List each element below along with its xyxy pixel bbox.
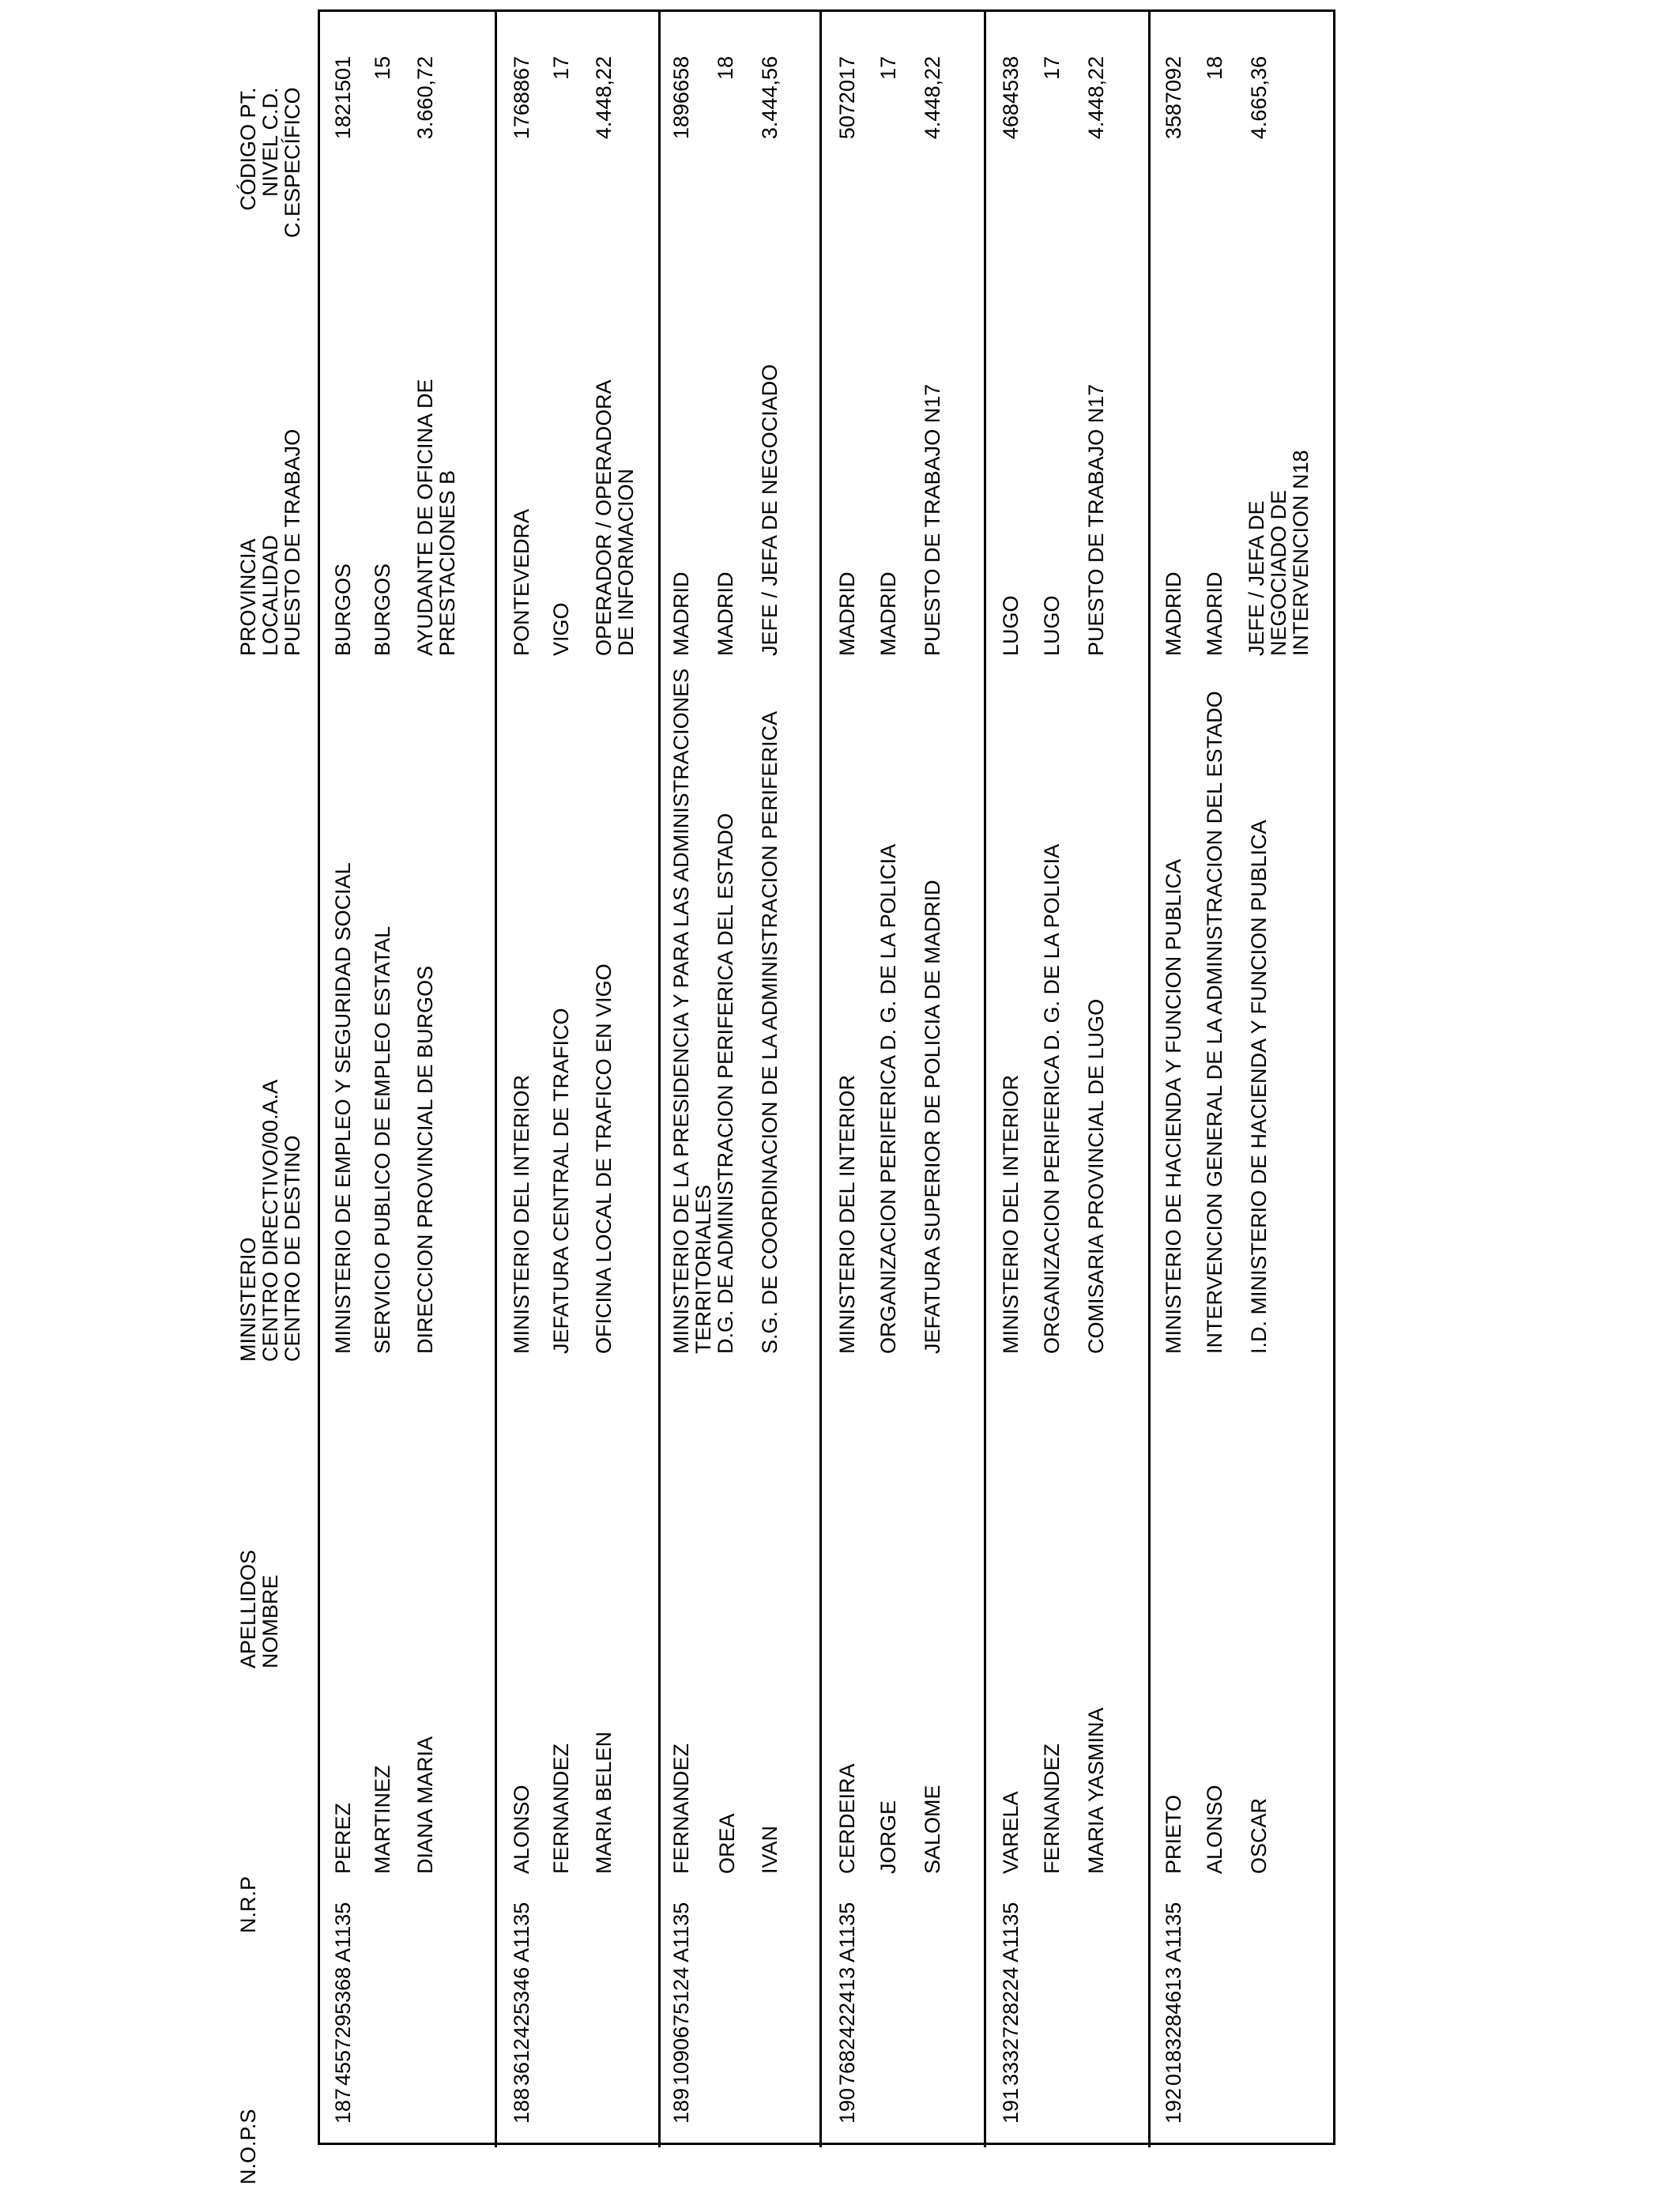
nrp-value: 0183284613 A1135 (1162, 1902, 1185, 2086)
apellido2: MARTINEZ (371, 1765, 394, 1874)
ministerio: MINISTERIO DEL INTERIOR (835, 1074, 859, 1354)
centro-directivo: ORGANIZACION PERIFERICA D. G. DE LA POLICIA (876, 843, 900, 1354)
apellido1: ALONSO (510, 1785, 533, 1874)
nombre: MARIA YASMINA (1084, 1707, 1108, 1874)
header-provincia (237, 429, 303, 656)
apellido2: FERNANDEZ (1040, 1743, 1064, 1874)
puesto: AYUDANTE DE OFICINA DE PRESTACIONES B (413, 379, 459, 656)
c-especifico: 3.444,56 (758, 56, 782, 140)
localidad: LUGO (1040, 595, 1064, 656)
nombre: IVAN (758, 1825, 782, 1874)
centro-destino: DIRECCION PROVINCIAL DE BURGOS (413, 965, 437, 1354)
nops-number: 190 (835, 2087, 859, 2124)
apellido1: FERNANDEZ (669, 1743, 693, 1874)
apellido2: OREA (715, 1813, 739, 1874)
provincia: MADRID (669, 571, 693, 656)
nivel-cd: 17 (876, 56, 900, 81)
table-row (819, 12, 984, 2147)
puesto: PUESTO DE TRABAJO N17 (921, 383, 944, 656)
header-provincia-label: PROVINCIA (236, 538, 260, 656)
c-especifico: 4.448,22 (921, 56, 944, 140)
apellido1: VARELA (999, 1791, 1023, 1874)
provincia: MADRID (1162, 571, 1185, 656)
codigo-pt: 5072017 (835, 56, 859, 140)
nops-number: 187 (331, 2087, 355, 2124)
table-row (495, 12, 658, 2147)
header-localidad-label: LOCALIDAD (258, 534, 282, 656)
nrp-value: 4557295368 A1135 (331, 1902, 355, 2086)
apellido1: PRIETO (1162, 1794, 1185, 1874)
nops-number: 192 (1162, 2087, 1185, 2124)
nrp-value: 3332728224 A1135 (999, 1902, 1023, 2086)
nops-number: 188 (510, 2087, 533, 2124)
puesto: JEFE / JEFA DE NEGOCIADO (758, 364, 782, 656)
centro-directivo: ORGANIZACION PERIFERICA D. G. DE LA POLICIA (1040, 843, 1064, 1354)
header-puesto-label: PUESTO DE TRABAJO (281, 428, 304, 656)
localidad: BURGOS (371, 563, 394, 656)
nrp-value: 7682422413 A1135 (835, 1902, 859, 2086)
apellido1: CERDEIRA (835, 1763, 859, 1874)
nivel-cd: 17 (1040, 56, 1064, 81)
ministerio: MINISTERIO DE HACIENDA Y FUNCION PUBLICA (1162, 858, 1185, 1354)
provincia: LUGO (999, 595, 1023, 656)
header-centro-destino-label: CENTRO DE DESTINO (281, 1135, 304, 1362)
centro-destino: COMISARIA PROVINCIAL DE LUGO (1084, 998, 1108, 1354)
codigo-pt: 3587092 (1162, 56, 1185, 140)
localidad: MADRID (876, 571, 900, 656)
nivel-cd: 18 (714, 56, 737, 81)
header-apellidos-label: APELLIDOS (236, 1549, 260, 1668)
c-especifico: 3.660,72 (413, 56, 437, 140)
c-especifico: 4.448,22 (592, 56, 616, 140)
centro-directivo: JEFATURA CENTRAL DE TRAFICO (549, 1008, 573, 1354)
centro-directivo: INTERVENCION GENERAL DE LA ADMINISTRACION DEL ESTADO (1203, 691, 1226, 1354)
localidad: MADRID (1203, 571, 1226, 656)
header-especifico-label: C.ESPECÍFICO (281, 87, 304, 238)
centro-destino: OFICINA LOCAL DE TRAFICO EN VIGO (592, 963, 616, 1354)
ministerio: MINISTERIO DE EMPLEO Y SEGURIDAD SOCIAL (331, 862, 355, 1354)
centro-destino: JEFATURA SUPERIOR DE POLICIA DE MADRID (921, 880, 944, 1354)
ministerio: MINISTERIO DEL INTERIOR (510, 1074, 533, 1354)
header-ministerio-label: MINISTERIO (236, 1237, 260, 1362)
header-nops-label: N.O.P.S (236, 2109, 260, 2185)
provincia: BURGOS (331, 563, 355, 656)
puesto: JEFE / JEFA DE NEGOCIADO DE INTERVENCION N18 (1245, 450, 1313, 656)
localidad: VIGO (549, 602, 573, 656)
provincia: PONTEVEDRA (510, 508, 533, 656)
c-especifico: 4.665,36 (1247, 56, 1271, 140)
table-row (332, 12, 498, 2147)
centro-destino: S.G. DE COORDINACION DE LA ADMINISTRACION PERIFERICA (758, 711, 782, 1354)
nombre: DIANA MARIA (413, 1736, 437, 1874)
codigo-pt: 1896658 (669, 56, 693, 140)
codigo-pt: 1768867 (510, 56, 533, 140)
nombre: SALOME (921, 1785, 944, 1874)
centro-directivo: D.G. DE ADMINISTRACION PERIFERICA DEL ESTADO (714, 812, 737, 1354)
puesto: PUESTO DE TRABAJO N17 (1084, 383, 1108, 656)
apellido2: JORGE (876, 1800, 900, 1874)
nombre: OSCAR (1247, 1797, 1271, 1874)
apellido1: PEREZ (331, 1802, 355, 1874)
header-codigo (237, 87, 303, 238)
ministerio: MINISTERIO DEL INTERIOR (999, 1074, 1023, 1354)
table-row (984, 12, 1148, 2147)
nombre: MARIA BELEN (592, 1731, 616, 1874)
centro-destino: I.D. MINISTERIO DE HACIENDA Y FUNCION PUBLICA (1247, 820, 1271, 1354)
nivel-cd: 15 (371, 56, 394, 81)
nrp-value: 3612425346 A1135 (510, 1902, 533, 2086)
provincia: MADRID (835, 571, 859, 656)
nops-number: 189 (669, 2087, 693, 2124)
header-ministerio (237, 1080, 303, 1362)
table-row (1148, 12, 1333, 2147)
nivel-cd: 18 (1203, 56, 1226, 81)
codigo-pt: 4684538 (999, 56, 1023, 140)
c-especifico: 4.448,22 (1084, 56, 1108, 140)
codigo-pt: 1821501 (331, 56, 355, 140)
header-centro-directivo-label: CENTRO DIRECTIVO/00.A.A (258, 1079, 282, 1362)
nivel-cd: 17 (549, 56, 573, 81)
localidad: MADRID (714, 571, 737, 656)
header-nrp (237, 1876, 259, 1933)
header-nombre-label: NOMBRE (258, 1574, 282, 1668)
header-codigo-label: CÓDIGO PT. (236, 87, 260, 211)
puesto: OPERADOR / OPERADORA DE INFORMACION (592, 380, 638, 656)
centro-directivo: SERVICIO PUBLICO DE EMPLEO ESTATAL (371, 925, 394, 1354)
header-apellidos (237, 1550, 281, 1668)
nrp-value: 1090675124 A1135 (669, 1902, 693, 2086)
apellido2: ALONSO (1203, 1785, 1226, 1874)
ministerio: MINISTERIO DE LA PRESIDENCIA Y PARA LAS ADMINISTRACIONES TERRITORIALES (669, 668, 715, 1354)
header-nivel-label: NIVEL C.D. (258, 87, 282, 198)
table-row (658, 12, 819, 2147)
header-nops (237, 2109, 259, 2185)
nops-number: 191 (999, 2087, 1023, 2124)
header-nrp-label: N.R.P (236, 1875, 260, 1933)
apellido2: FERNANDEZ (549, 1743, 573, 1874)
